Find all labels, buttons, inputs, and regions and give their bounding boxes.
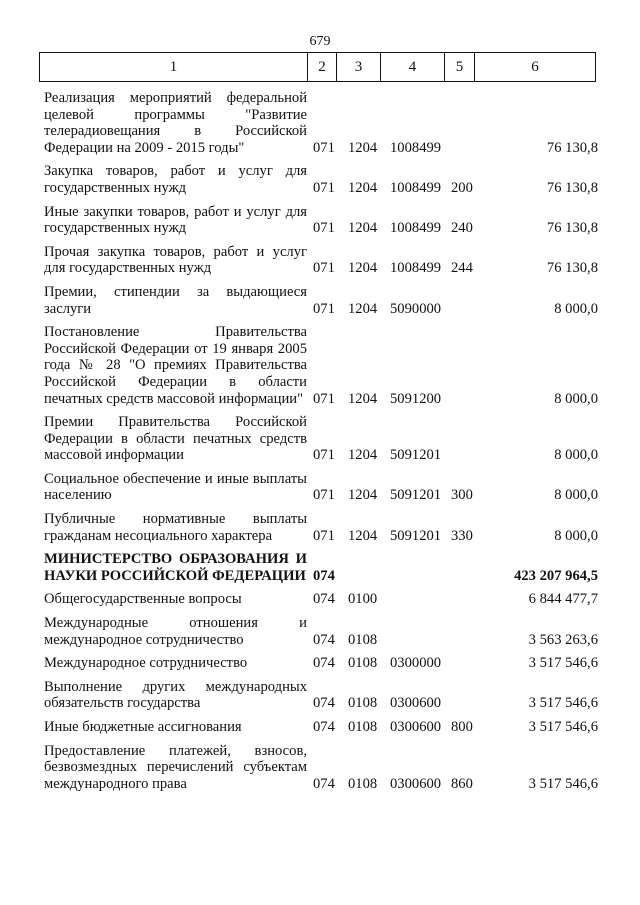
cell-c3: 0108 <box>348 631 378 648</box>
cell-c2: 071 <box>313 390 335 407</box>
row-codes <box>0 487 640 504</box>
cell-c2: 074 <box>313 631 335 648</box>
cell-c2: 071 <box>313 139 335 156</box>
cell-c4: 5091201 <box>390 447 442 464</box>
row-description: Общегосударственные вопросы <box>44 591 242 608</box>
row-codes <box>0 695 640 712</box>
table-row <box>0 471 640 504</box>
row-codes <box>0 140 640 157</box>
cell-c4: 0300600 <box>390 719 442 735</box>
row-description: Социальное обеспечение и иные выплаты населению <box>44 470 307 504</box>
cell-c6: 76 130,8 <box>546 220 598 237</box>
cell-c2: 074 <box>313 567 335 584</box>
row-description: Реализация мероприятий федеральной целевой программы "Развитие телерадиовещания в Российской Федерации на 2009 - 2015 годы" <box>44 90 307 156</box>
cell-c3: 1204 <box>348 260 378 277</box>
table-row <box>0 551 640 584</box>
cell-c3: 0108 <box>348 655 378 672</box>
row-description: Премии, стипендии за выдающиеся заслуги <box>44 283 307 317</box>
cell-c3: 1204 <box>348 179 378 196</box>
row-codes <box>0 591 640 608</box>
column-header-6: 6 <box>531 58 539 75</box>
cell-c2: 071 <box>313 220 335 237</box>
cell-c6: 76 130,8 <box>546 260 598 277</box>
cell-c6: 8 000,0 <box>554 487 598 504</box>
cell-c4: 5090000 <box>390 300 442 317</box>
budget-table-body <box>0 90 640 799</box>
cell-c2: 071 <box>313 179 335 196</box>
row-codes <box>0 655 640 672</box>
cell-c5: 200 <box>451 179 473 196</box>
cell-c6: 8 000,0 <box>554 527 598 544</box>
cell-c3: 1204 <box>348 390 378 407</box>
row-codes <box>0 776 640 793</box>
cell-c6: 3 517 546,6 <box>528 719 598 735</box>
table-row <box>0 324 640 407</box>
cell-c2: 071 <box>313 527 335 544</box>
cell-c6: 8 000,0 <box>554 447 598 464</box>
cell-c4: 5091200 <box>390 390 442 407</box>
cell-c4: 1008499 <box>390 220 442 237</box>
table-row <box>0 284 640 317</box>
cell-c4: 0300600 <box>390 695 442 712</box>
cell-c5: 240 <box>451 220 473 237</box>
row-codes <box>0 719 640 736</box>
table-row <box>0 615 640 648</box>
cell-c3: 1204 <box>348 487 378 504</box>
cell-c4: 1008499 <box>390 139 442 156</box>
row-description: Предоставление платежей, взносов, безвозмездных перечислений субъектам международного права <box>44 742 307 792</box>
column-header-3: 3 <box>337 53 381 81</box>
row-codes <box>0 180 640 197</box>
row-codes <box>0 391 640 408</box>
cell-c2: 074 <box>313 695 335 712</box>
cell-c3: 0108 <box>348 775 378 792</box>
cell-c5: 330 <box>451 527 473 544</box>
column-header-2: 2 <box>308 53 337 81</box>
row-codes <box>0 528 640 545</box>
cell-c5: 300 <box>451 487 473 504</box>
row-codes <box>0 301 640 318</box>
row-codes <box>0 568 640 585</box>
table-row <box>0 163 640 196</box>
cell-c6: 3 563 263,6 <box>528 631 598 648</box>
cell-c5: 244 <box>451 260 473 277</box>
table-row <box>0 244 640 277</box>
cell-c6: 6 844 477,7 <box>528 591 598 608</box>
row-description: Постановление Правительства Российской Федерации от 19 января 2005 года № 28 "О премиях Правительства Российской Федерации в области печатных средств массовой информации" <box>44 324 307 407</box>
table-row <box>0 743 640 793</box>
row-codes <box>0 632 640 649</box>
row-codes <box>0 220 640 237</box>
row-description: Прочая закупка товаров, работ и услуг для государственных нужд <box>44 243 307 277</box>
table-row <box>0 591 640 608</box>
row-description: Иные бюджетные ассигнования <box>44 719 242 735</box>
cell-c4: 0300600 <box>390 775 442 792</box>
table-row <box>0 204 640 237</box>
cell-c2: 074 <box>313 775 335 792</box>
row-description: МИНИСТЕРСТВО ОБРАЗОВАНИЯ И НАУКИ РОССИЙСКОЙ ФЕДЕРАЦИИ <box>44 551 307 584</box>
cell-c3: 0108 <box>348 695 378 712</box>
cell-c3: 0100 <box>348 591 378 608</box>
cell-c2: 071 <box>313 447 335 464</box>
cell-c6: 423 207 964,5 <box>514 567 598 584</box>
cell-c6: 3 517 546,6 <box>528 655 598 672</box>
cell-c3: 1204 <box>348 527 378 544</box>
cell-c2: 071 <box>313 300 335 317</box>
table-column-header <box>39 52 596 82</box>
row-description: Выполнение других международных обязательств государства <box>44 678 307 712</box>
cell-c2: 074 <box>313 591 335 608</box>
cell-c6: 76 130,8 <box>546 179 598 196</box>
cell-c3: 1204 <box>348 447 378 464</box>
row-description: Публичные нормативные выплаты гражданам несоциального характера <box>44 511 307 544</box>
cell-c4: 1008499 <box>390 260 442 277</box>
cell-c6: 3 517 546,6 <box>528 695 598 712</box>
cell-c4: 1008499 <box>390 179 442 196</box>
cell-c2: 074 <box>313 719 335 735</box>
table-row <box>0 679 640 712</box>
cell-c2: 071 <box>313 260 335 277</box>
cell-c6: 76 130,8 <box>546 139 598 156</box>
cell-c2: 074 <box>313 655 335 672</box>
cell-c4: 5091201 <box>390 487 442 504</box>
cell-c6: 3 517 546,6 <box>528 775 598 792</box>
cell-c4: 5091201 <box>390 527 442 544</box>
cell-c3: 1204 <box>348 220 378 237</box>
table-row <box>0 719 640 736</box>
column-header-5: 5 <box>445 53 475 81</box>
column-header-4: 4 <box>381 53 445 81</box>
row-codes <box>0 447 640 464</box>
column-header-1: 1 <box>40 53 308 81</box>
table-row <box>0 511 640 544</box>
cell-c3: 1204 <box>348 300 378 317</box>
cell-c3: 1204 <box>348 139 378 156</box>
row-codes <box>0 260 640 277</box>
cell-c6: 8 000,0 <box>554 300 598 317</box>
table-row <box>0 655 640 672</box>
cell-c5: 800 <box>451 719 473 735</box>
cell-c4: 0300000 <box>390 655 442 672</box>
row-description: Международные отношения и международное сотрудничество <box>44 615 307 648</box>
row-description: Закупка товаров, работ и услуг для государственных нужд <box>44 163 307 196</box>
cell-c2: 071 <box>313 487 335 504</box>
cell-c5: 860 <box>451 775 473 792</box>
table-row <box>0 90 640 156</box>
row-description: Международное сотрудничество <box>44 655 248 672</box>
page-number: 679 <box>309 34 331 49</box>
cell-c3: 0108 <box>348 719 378 735</box>
row-description: Премии Правительства Российской Федерации в области печатных средств массовой информации <box>44 414 307 464</box>
table-row <box>0 414 640 464</box>
row-description: Иные закупки товаров, работ и услуг для государственных нужд <box>44 203 307 237</box>
cell-c6: 8 000,0 <box>554 390 598 407</box>
